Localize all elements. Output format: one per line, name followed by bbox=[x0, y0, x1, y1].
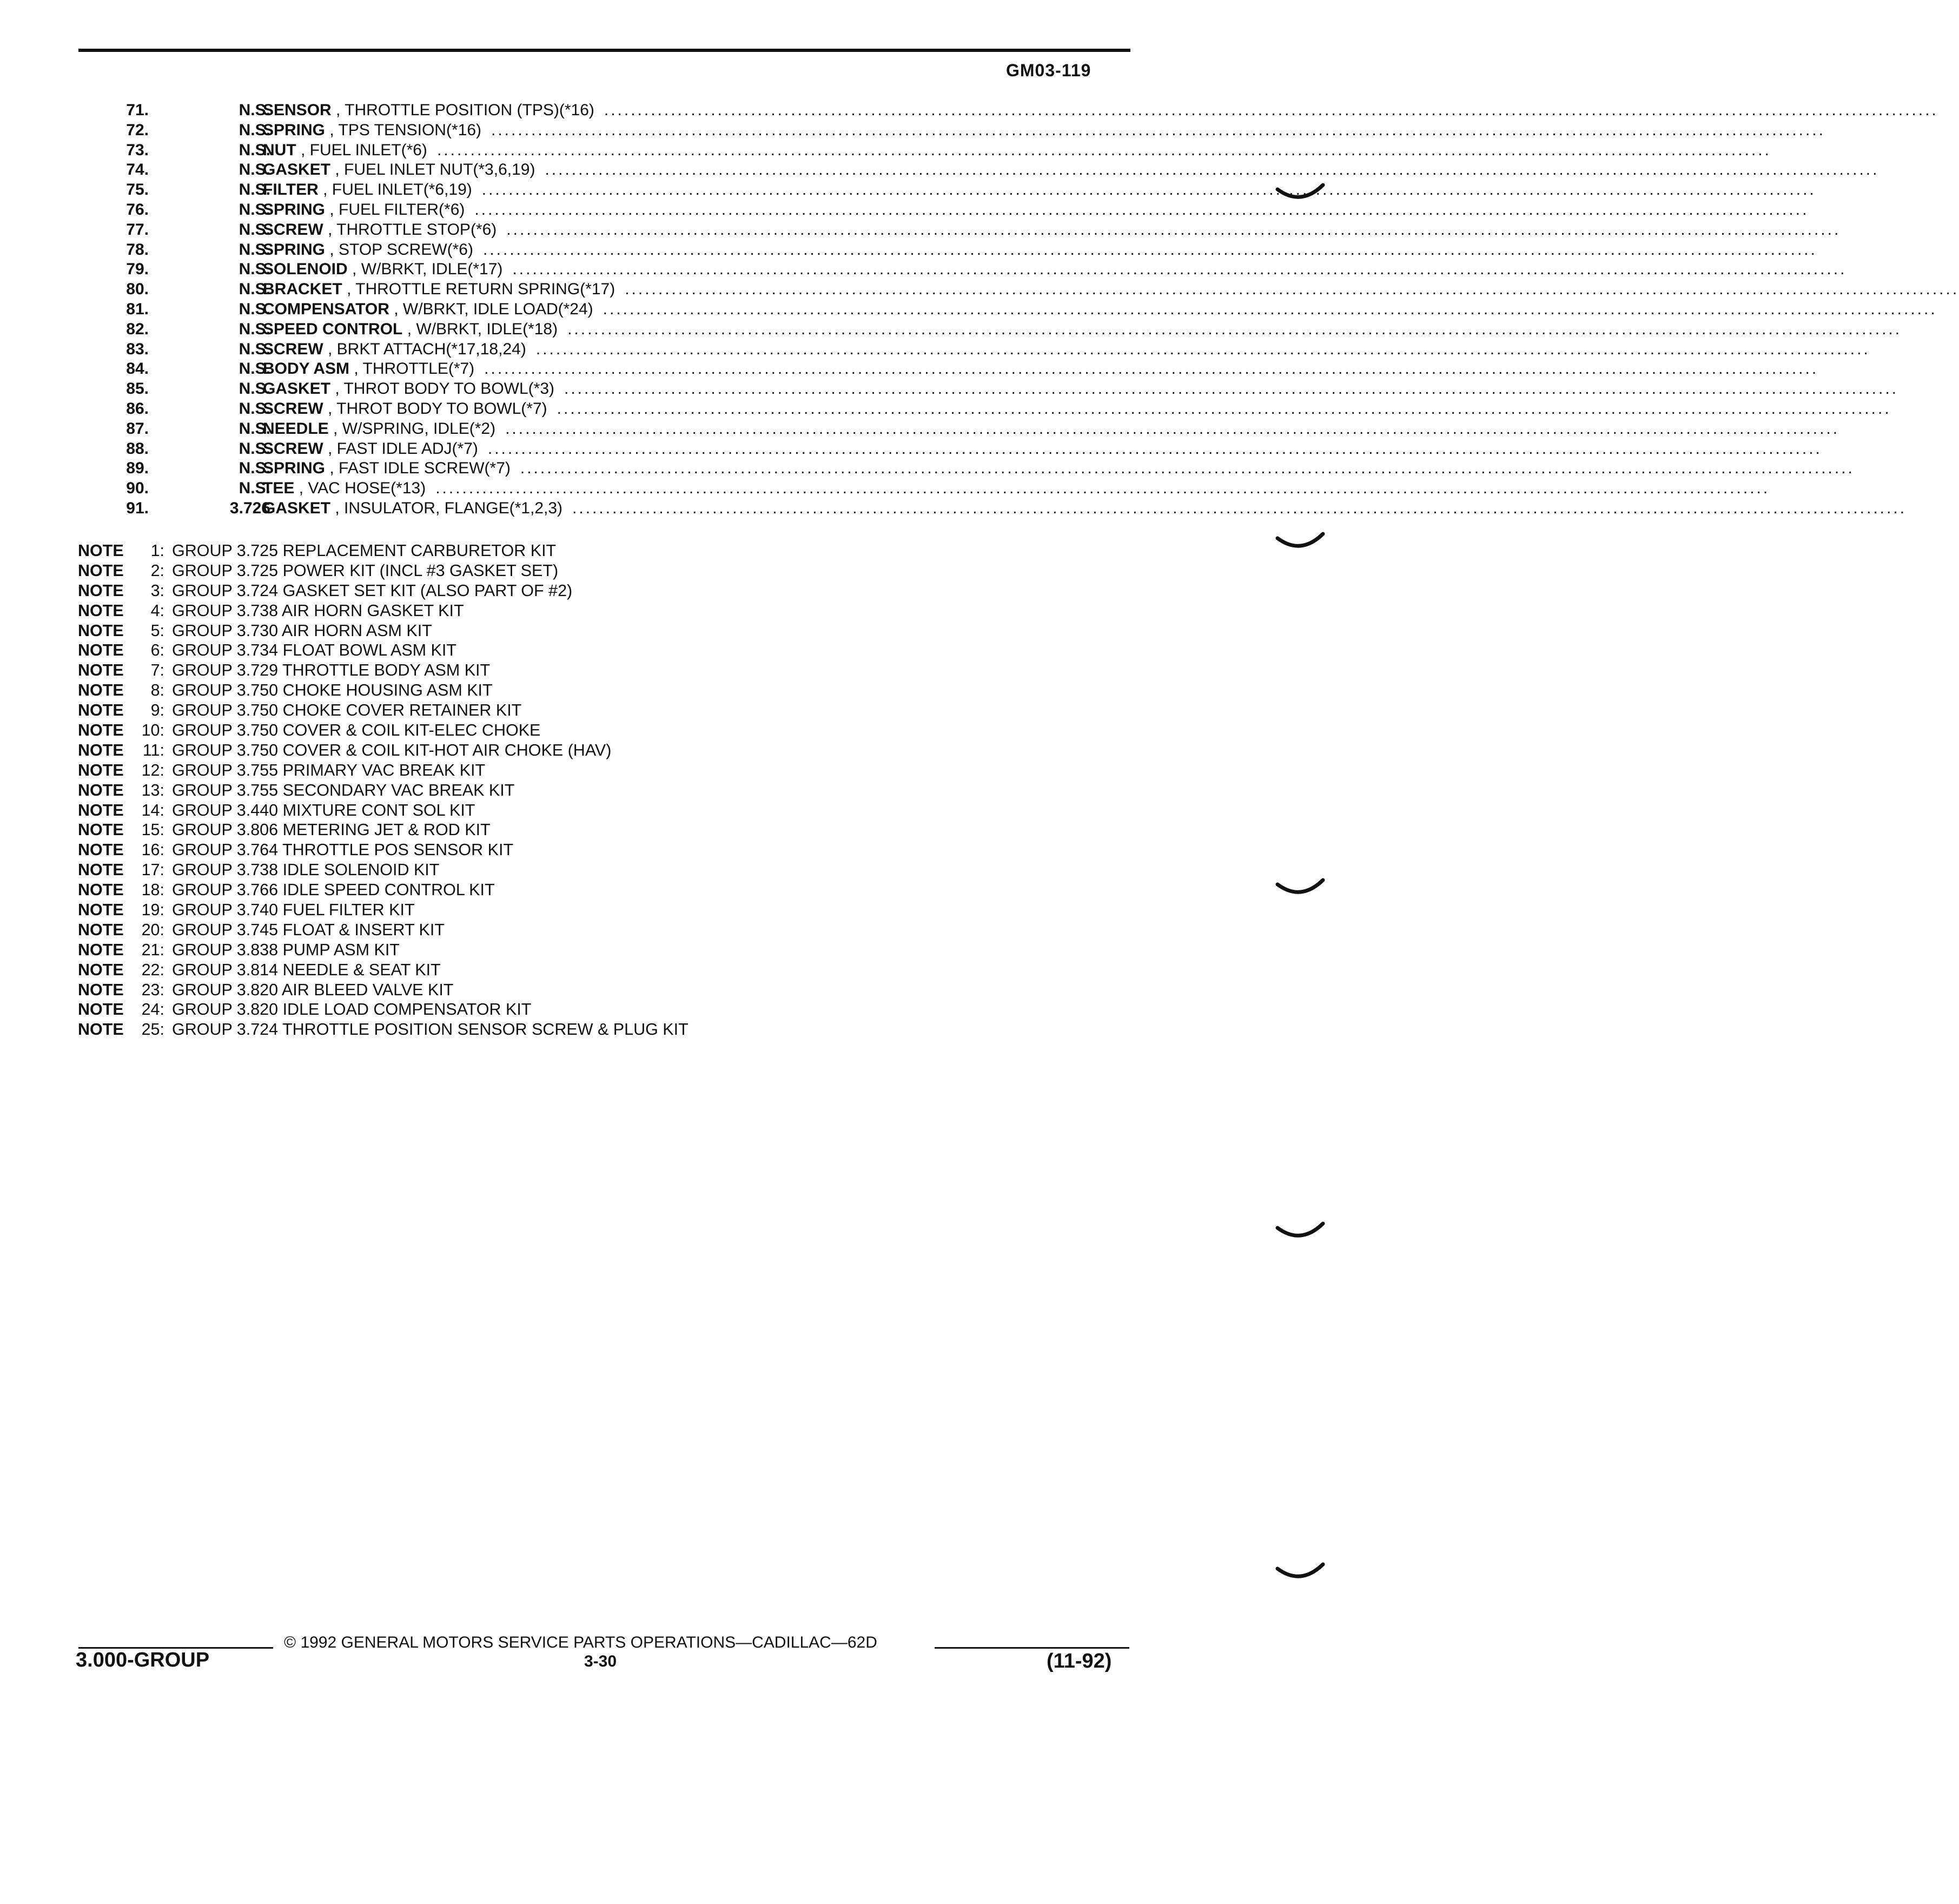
part-row bbox=[76, 240, 1817, 260]
note-number: 10: bbox=[141, 721, 164, 740]
part-group: N.S. bbox=[239, 300, 270, 318]
note-row bbox=[78, 621, 689, 641]
part-description bbox=[263, 121, 1826, 141]
note-text: GROUP 3.730 AIR HORN ASM KIT bbox=[172, 621, 432, 640]
part-detail: , FUEL FILTER(*6) bbox=[325, 200, 465, 219]
part-group: N.S. bbox=[239, 200, 270, 219]
note-row bbox=[78, 960, 689, 980]
part-row bbox=[76, 359, 1819, 379]
part-name: BODY ASM bbox=[263, 360, 350, 378]
part-detail: , TPS TENSION(*16) bbox=[325, 121, 482, 139]
part-name: GASKET bbox=[263, 499, 331, 517]
part-detail: , THROTTLE RETURN SPRING(*17) bbox=[342, 280, 616, 299]
note-text: GROUP 3.734 FLOAT BOWL ASM KIT bbox=[172, 641, 457, 660]
note-label: NOTE bbox=[78, 541, 124, 560]
note-text: GROUP 3.729 THROTTLE BODY ASM KIT bbox=[172, 661, 491, 680]
leader-dots: ........................................................................................................................................................................................................ bbox=[572, 499, 1907, 517]
note-number: 20: bbox=[141, 920, 164, 939]
note-label: NOTE bbox=[78, 1020, 124, 1039]
leader-dots: ........................................................................................................................................................................................................ bbox=[567, 320, 1902, 338]
note-label: NOTE bbox=[78, 621, 124, 640]
part-group: N.S. bbox=[239, 320, 270, 338]
part-name: COMPENSATOR bbox=[263, 300, 389, 318]
part-name: SCREW bbox=[263, 340, 323, 358]
note-row bbox=[78, 880, 689, 900]
note-row bbox=[78, 761, 689, 781]
part-description bbox=[263, 340, 1870, 360]
note-number: 4: bbox=[150, 601, 164, 620]
part-description bbox=[263, 399, 1891, 419]
part-description bbox=[263, 160, 1879, 180]
note-row bbox=[78, 820, 689, 840]
leader-dots: ........................................................................................................................................................................................................ bbox=[487, 439, 1822, 458]
binder-ring-mark bbox=[1276, 874, 1325, 906]
note-label: NOTE bbox=[78, 841, 124, 860]
part-group: N.S. bbox=[239, 459, 270, 478]
note-text: GROUP 3.725 POWER KIT (INCL #3 GASKET SET) bbox=[172, 561, 559, 580]
part-group: N.S. bbox=[239, 479, 270, 498]
part-number: 80. bbox=[126, 280, 149, 299]
note-row bbox=[78, 801, 689, 821]
part-name: SPEED CONTROL bbox=[263, 320, 403, 338]
note-text: GROUP 3.724 GASKET SET KIT (ALSO PART OF #2) bbox=[172, 581, 573, 600]
part-description bbox=[263, 300, 1937, 320]
part-row bbox=[76, 160, 1879, 180]
note-number: 3: bbox=[150, 581, 164, 600]
note-label: NOTE bbox=[78, 681, 124, 700]
part-row bbox=[76, 419, 1840, 439]
part-number: 90. bbox=[126, 479, 149, 498]
leader-dots: ........................................................................................................................................................................................................ bbox=[436, 141, 1771, 159]
part-name: NEEDLE bbox=[263, 419, 329, 438]
part-detail: , FUEL INLET NUT(*3,6,19) bbox=[330, 161, 535, 179]
part-row bbox=[76, 300, 1937, 320]
part-name: NUT bbox=[263, 141, 296, 159]
part-description bbox=[263, 260, 1847, 280]
part-row bbox=[76, 260, 1847, 280]
footer-date: (11-92) bbox=[1047, 1650, 1112, 1672]
part-description bbox=[263, 320, 1902, 340]
note-label: NOTE bbox=[78, 781, 124, 799]
note-row bbox=[78, 720, 689, 741]
note-text: GROUP 3.740 FUEL FILTER KIT bbox=[172, 901, 415, 920]
note-text: GROUP 3.766 IDLE SPEED CONTROL KIT bbox=[172, 881, 495, 900]
part-name: SPRING bbox=[263, 459, 326, 478]
note-number: 9: bbox=[150, 701, 164, 720]
leader-dots: ........................................................................................................................................................................................................ bbox=[484, 360, 1819, 378]
part-number: 84. bbox=[126, 360, 149, 378]
note-row bbox=[78, 561, 689, 581]
note-row bbox=[78, 581, 689, 601]
part-detail: , BRKT ATTACH(*17,18,24) bbox=[323, 340, 526, 358]
part-description bbox=[263, 220, 1841, 240]
part-name: SENSOR bbox=[263, 101, 332, 119]
part-number: 88. bbox=[126, 439, 149, 458]
note-label: NOTE bbox=[78, 920, 124, 939]
note-row bbox=[78, 860, 689, 880]
note-text: GROUP 3.750 COVER & COIL KIT-ELEC CHOKE bbox=[172, 721, 541, 740]
part-detail: , W/BRKT, IDLE(*18) bbox=[402, 320, 558, 338]
part-description bbox=[263, 101, 1938, 121]
part-detail: , W/BRKT, IDLE(*17) bbox=[347, 260, 503, 279]
part-name: GASKET bbox=[263, 380, 331, 398]
part-description bbox=[263, 419, 1840, 439]
note-number: 25: bbox=[141, 1020, 164, 1039]
note-text: GROUP 3.820 IDLE LOAD COMPENSATOR KIT bbox=[172, 1000, 532, 1019]
part-number: 77. bbox=[126, 220, 149, 239]
part-group: N.S. bbox=[239, 121, 270, 139]
part-group: N.S. bbox=[239, 161, 270, 179]
note-number: 14: bbox=[141, 801, 164, 819]
binder-ring-mark bbox=[1276, 1558, 1325, 1590]
note-text: GROUP 3.750 CHOKE COVER RETAINER KIT bbox=[172, 701, 522, 720]
note-row bbox=[78, 781, 689, 801]
part-detail: , THROTTLE(*7) bbox=[349, 360, 475, 378]
part-number: 81. bbox=[126, 300, 149, 318]
leader-dots: ........................................................................................................................................................................................................ bbox=[481, 181, 1816, 199]
note-number: 8: bbox=[150, 681, 164, 700]
part-name: SPRING bbox=[263, 200, 326, 219]
note-number: 23: bbox=[141, 980, 164, 999]
note-row bbox=[78, 700, 689, 720]
part-name: SOLENOID bbox=[263, 260, 348, 279]
leader-dots: ........................................................................................................................................................................................................ bbox=[564, 380, 1898, 398]
part-group: N.S. bbox=[239, 181, 270, 199]
part-group: N.S. bbox=[239, 220, 270, 239]
part-group: N.S. bbox=[239, 380, 270, 398]
part-detail: , W/SPRING, IDLE(*2) bbox=[328, 419, 496, 438]
note-row bbox=[78, 741, 689, 761]
note-label: NOTE bbox=[78, 821, 124, 839]
part-number: 72. bbox=[126, 121, 149, 139]
part-group: N.S. bbox=[239, 141, 270, 159]
note-text: GROUP 3.814 NEEDLE & SEAT KIT bbox=[172, 960, 441, 979]
part-name: SPRING bbox=[263, 240, 326, 259]
part-row bbox=[76, 479, 1770, 499]
part-number: 91. bbox=[126, 499, 149, 517]
note-number: 12: bbox=[141, 761, 164, 779]
part-number: 76. bbox=[126, 200, 149, 219]
part-group: N.S. bbox=[239, 240, 270, 259]
part-detail: , FAST IDLE ADJ(*7) bbox=[323, 439, 478, 458]
note-number: 15: bbox=[141, 821, 164, 839]
part-description bbox=[263, 499, 1907, 519]
note-label: NOTE bbox=[78, 881, 124, 900]
note-row bbox=[78, 1000, 689, 1020]
part-group: N.S. bbox=[239, 399, 270, 418]
leader-dots: ........................................................................................................................................................................................................ bbox=[557, 399, 1891, 418]
note-text: GROUP 3.738 IDLE SOLENOID KIT bbox=[172, 861, 440, 880]
part-row bbox=[76, 121, 1826, 141]
part-number: 71. bbox=[126, 101, 149, 119]
part-group: N.S. bbox=[239, 419, 270, 438]
part-description bbox=[263, 280, 1959, 300]
leader-dots: ........................................................................................................................................................................................................ bbox=[604, 101, 1938, 119]
part-name: SPRING bbox=[263, 121, 326, 139]
note-label: NOTE bbox=[78, 561, 124, 580]
part-detail: , FUEL INLET(*6) bbox=[296, 141, 427, 159]
leader-dots: ........................................................................................................................................................................................................ bbox=[505, 419, 1840, 438]
note-number: 5: bbox=[150, 621, 164, 640]
note-number: 1: bbox=[150, 541, 164, 560]
leader-dots: ........................................................................................................................................................................................................ bbox=[603, 300, 1937, 318]
note-text: GROUP 3.725 REPLACEMENT CARBURETOR KIT bbox=[172, 541, 557, 560]
part-description bbox=[263, 379, 1898, 399]
part-detail: , THROT BODY TO BOWL(*3) bbox=[330, 380, 554, 398]
note-label: NOTE bbox=[78, 861, 124, 880]
leader-dots: ........................................................................................................................................................................................................ bbox=[506, 220, 1841, 239]
note-number: 13: bbox=[141, 781, 164, 799]
note-text: GROUP 3.806 METERING JET & ROD KIT bbox=[172, 821, 491, 839]
part-row bbox=[76, 439, 1822, 459]
note-text: GROUP 3.750 COVER & COIL KIT-HOT AIR CHOKE (HAV) bbox=[172, 741, 612, 759]
part-number: 79. bbox=[126, 260, 149, 279]
leader-dots: ........................................................................................................................................................................................................ bbox=[535, 340, 1870, 358]
note-label: NOTE bbox=[78, 741, 124, 759]
part-row bbox=[76, 200, 1809, 220]
note-number: 7: bbox=[150, 661, 164, 680]
leader-dots: ........................................................................................................................................................................................................ bbox=[482, 240, 1817, 259]
leader-dots: ........................................................................................................................................................................................................ bbox=[520, 459, 1855, 478]
notes-list bbox=[78, 541, 689, 1040]
doc-code: GM03-119 bbox=[1006, 61, 1091, 80]
part-row bbox=[76, 499, 1907, 519]
note-number: 24: bbox=[141, 1000, 164, 1019]
note-row bbox=[78, 840, 689, 860]
part-number: 83. bbox=[126, 340, 149, 358]
note-row bbox=[78, 640, 689, 660]
leader-dots: ........................................................................................................................................................................................................ bbox=[474, 200, 1809, 219]
part-name: GASKET bbox=[263, 161, 331, 179]
part-row bbox=[76, 399, 1891, 419]
part-name: TEE bbox=[263, 479, 295, 498]
part-group: N.S. bbox=[239, 439, 270, 458]
note-text: GROUP 3.738 AIR HORN GASKET KIT bbox=[172, 601, 464, 620]
part-group: 3.726 bbox=[229, 499, 270, 517]
note-row bbox=[78, 920, 689, 940]
part-row bbox=[76, 101, 1938, 121]
leader-dots: ........................................................................................................................................................................................................ bbox=[512, 260, 1847, 279]
part-group: N.S. bbox=[239, 280, 270, 299]
part-name: FILTER bbox=[263, 181, 319, 199]
part-description bbox=[263, 200, 1809, 220]
part-name: BRACKET bbox=[263, 280, 342, 299]
note-label: NOTE bbox=[78, 980, 124, 999]
part-detail: , STOP SCREW(*6) bbox=[325, 240, 473, 259]
note-text: GROUP 3.764 THROTTLE POS SENSOR KIT bbox=[172, 841, 514, 860]
part-number: 75. bbox=[126, 181, 149, 199]
part-detail: , FAST IDLE SCREW(*7) bbox=[325, 459, 511, 478]
note-text: GROUP 3.755 SECONDARY VAC BREAK KIT bbox=[172, 781, 515, 799]
part-name: SCREW bbox=[263, 220, 323, 239]
part-row bbox=[76, 379, 1898, 399]
part-number: 78. bbox=[126, 240, 149, 259]
part-name: SCREW bbox=[263, 439, 323, 458]
part-number: 87. bbox=[126, 419, 149, 438]
part-number: 82. bbox=[126, 320, 149, 338]
leader-dots: ........................................................................................................................................................................................................ bbox=[491, 121, 1826, 139]
parts-list bbox=[76, 101, 1959, 519]
part-group: N.S. bbox=[239, 260, 270, 279]
note-label: NOTE bbox=[78, 960, 124, 979]
footer-copyright: © 1992 GENERAL MOTORS SERVICE PARTS OPERATIONS—CADILLAC—62D bbox=[284, 1634, 877, 1651]
part-detail: , THROTTLE STOP(*6) bbox=[323, 220, 497, 239]
part-row bbox=[76, 320, 1902, 340]
note-number: 16: bbox=[141, 841, 164, 860]
note-label: NOTE bbox=[78, 940, 124, 959]
footer-group-label: 3.000-GROUP bbox=[76, 1649, 210, 1671]
note-number: 18: bbox=[141, 881, 164, 900]
note-text: GROUP 3.750 CHOKE HOUSING ASM KIT bbox=[172, 681, 493, 700]
note-row bbox=[78, 660, 689, 680]
footer-page-number: 3-30 bbox=[584, 1652, 617, 1670]
note-text: GROUP 3.755 PRIMARY VAC BREAK KIT bbox=[172, 761, 486, 779]
part-description bbox=[263, 141, 1771, 161]
note-number: 17: bbox=[141, 861, 164, 880]
part-detail: , VAC HOSE(*13) bbox=[294, 479, 426, 498]
top-rule bbox=[78, 49, 1130, 52]
leader-dots: ........................................................................................................................................................................................................ bbox=[545, 161, 1879, 179]
part-detail: , W/BRKT, IDLE LOAD(*24) bbox=[389, 300, 593, 318]
note-label: NOTE bbox=[78, 641, 124, 660]
note-label: NOTE bbox=[78, 761, 124, 779]
part-description bbox=[263, 180, 1816, 200]
note-number: 22: bbox=[141, 960, 164, 979]
note-number: 21: bbox=[141, 940, 164, 959]
binder-ring-mark bbox=[1276, 527, 1325, 560]
note-label: NOTE bbox=[78, 581, 124, 600]
part-name: SCREW bbox=[263, 399, 323, 418]
note-label: NOTE bbox=[78, 661, 124, 680]
part-number: 74. bbox=[126, 161, 149, 179]
part-description bbox=[263, 479, 1770, 499]
part-number: 89. bbox=[126, 459, 149, 478]
part-row bbox=[76, 459, 1855, 479]
note-text: GROUP 3.745 FLOAT & INSERT KIT bbox=[172, 920, 445, 939]
note-row bbox=[78, 680, 689, 700]
part-number: 86. bbox=[126, 399, 149, 418]
binder-ring-mark bbox=[1276, 178, 1325, 211]
note-label: NOTE bbox=[78, 1000, 124, 1019]
part-group: N.S. bbox=[239, 340, 270, 358]
part-row bbox=[76, 141, 1771, 161]
part-detail: , THROTTLE POSITION (TPS)(*16) bbox=[331, 101, 594, 119]
note-row bbox=[78, 940, 689, 960]
note-label: NOTE bbox=[78, 721, 124, 740]
note-number: 2: bbox=[150, 561, 164, 580]
note-row bbox=[78, 1020, 689, 1040]
note-text: GROUP 3.724 THROTTLE POSITION SENSOR SCREW & PLUG KIT bbox=[172, 1020, 689, 1039]
part-row bbox=[76, 220, 1841, 240]
note-label: NOTE bbox=[78, 701, 124, 720]
note-text: GROUP 3.440 MIXTURE CONT SOL KIT bbox=[172, 801, 475, 819]
part-group: N.S. bbox=[239, 101, 270, 119]
note-row bbox=[78, 900, 689, 920]
note-text: GROUP 3.838 PUMP ASM KIT bbox=[172, 940, 400, 959]
part-number: 85. bbox=[126, 380, 149, 398]
leader-dots: ........................................................................................................................................................................................................ bbox=[625, 280, 1959, 299]
part-description bbox=[263, 459, 1855, 479]
part-description bbox=[263, 240, 1817, 260]
leader-dots: ........................................................................................................................................................................................................ bbox=[435, 479, 1770, 498]
note-text: GROUP 3.820 AIR BLEED VALVE KIT bbox=[172, 980, 454, 999]
note-number: 11: bbox=[142, 741, 164, 759]
part-description bbox=[263, 359, 1819, 379]
part-detail: , INSULATOR, FLANGE(*1,2,3) bbox=[330, 499, 563, 517]
binder-ring-mark bbox=[1276, 1217, 1325, 1250]
note-number: 19: bbox=[141, 901, 164, 920]
part-row bbox=[76, 180, 1816, 200]
note-label: NOTE bbox=[78, 801, 124, 819]
part-group: N.S. bbox=[239, 360, 270, 378]
note-row bbox=[78, 541, 689, 561]
note-label: NOTE bbox=[78, 601, 124, 620]
part-description bbox=[263, 439, 1822, 459]
part-row bbox=[76, 280, 1959, 300]
part-row bbox=[76, 340, 1870, 360]
footer-rule-right bbox=[935, 1647, 1129, 1649]
part-number: 73. bbox=[126, 141, 149, 159]
note-number: 6: bbox=[150, 641, 164, 660]
note-label: NOTE bbox=[78, 901, 124, 920]
note-row bbox=[78, 601, 689, 621]
note-row bbox=[78, 980, 689, 1000]
part-detail: , THROT BODY TO BOWL(*7) bbox=[323, 399, 547, 418]
part-detail: , FUEL INLET(*6,19) bbox=[318, 181, 472, 199]
